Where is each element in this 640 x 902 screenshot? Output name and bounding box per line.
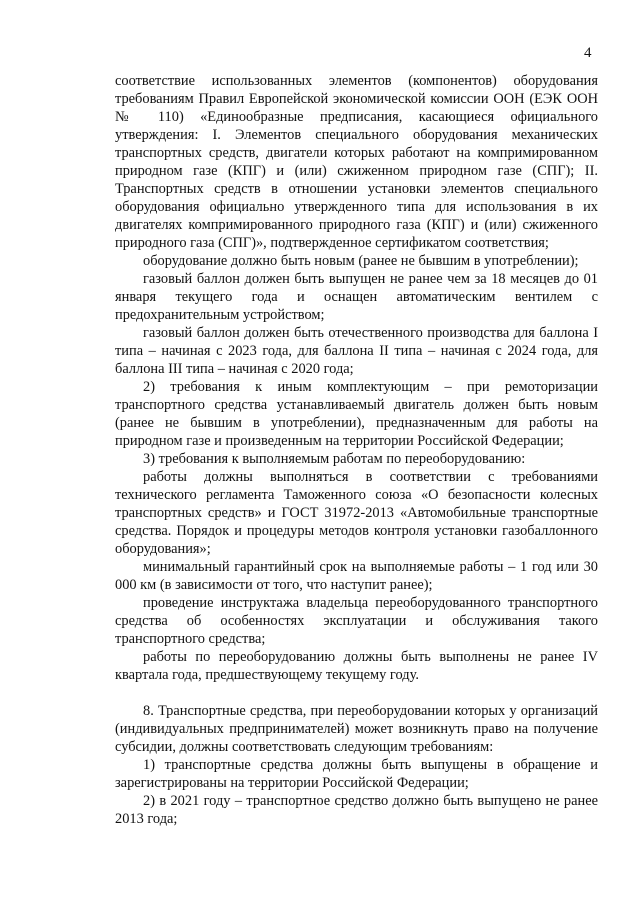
- paragraph-gas-cylinder-date: газовый баллон должен быть выпущен не ранее чем за 18 месяцев до 01 января текущего года и оснащен автоматическим вентилем с предохранительным устройством;: [115, 271, 598, 323]
- paragraph-work-regulations: работы должны выполняться в соответствии с требованиями технического регламента Таможенного союза «О безопасности колесных транспортных средств» и ГОСТ 31972-2013 «Автомобильные транспортные средства. Порядок и процедуры методов контроля установки газобаллонного оборудования»;: [115, 469, 598, 557]
- document-body: [115, 72, 598, 828]
- paragraph-vehicle-registration: 1) транспортные средства должны быть выпущены в обращение и зарегистрированы на территории Российской Федерации;: [115, 757, 598, 791]
- paragraph-warranty: минимальный гарантийный срок на выполняемые работы – 1 год или 30 000 км (в зависимости от того, что наступит ранее);: [115, 559, 598, 593]
- paragraph-gas-cylinder-domestic: газовый баллон должен быть отечественного производства для баллона I типа – начиная с 2023 года, для баллона II типа – начиная с 2024 года, для баллона III типа – начиная с 2020 года;: [115, 325, 598, 377]
- paragraph-equipment-compliance: соответствие использованных элементов (компонентов) оборудования требованиям Правил Европейской экономической комиссии ООН (ЕЭК ООН № 110) «Единообразные предписания, касающиеся официального утверждения: I. Элементов специального оборудования механических транспортных средств, двигатели которых работают на компримированном природном газе (КПГ) и (или) сжиженном природном газе (СПГ); II. Транспортных средств в отношении установки элементов специального оборудования официально утвержденного типа для использования в их двигателях компримированного природного газа (КПГ) и (или) сжиженного природного газа (СПГ)», подтвержденное сертификатом соответствия;: [115, 73, 598, 251]
- paragraph-vehicle-year-2021: 2) в 2021 году – транспортное средство должно быть выпущено не ранее 2013 года;: [115, 793, 598, 827]
- paragraph-work-timing: работы по переоборудованию должны быть выполнены не ранее IV квартала года, предшествующему текущему году.: [115, 649, 598, 683]
- paragraph-owner-instruction: проведение инструктажа владельца переоборудованного транспортного средства об особенностях эксплуатации и обслуживания такого транспортного средства;: [115, 595, 598, 647]
- paragraph-other-components: 2) требования к иным комплектующим – при ремоторизации транспортного средства устанавливаемый двигатель должен быть новым (ранее не бывшим в употреблении), предназначенным для работы на природном газе и произведенным на территории Российской Федерации;: [115, 379, 598, 449]
- paragraph-equipment-new: оборудование должно быть новым (ранее не бывшим в употреблении);: [143, 253, 579, 269]
- paragraph-work-requirements: 3) требования к выполняемым работам по переоборудованию:: [143, 451, 526, 467]
- page-number: 4: [584, 45, 592, 61]
- paragraph-section-8: 8. Транспортные средства, при переоборудовании которых у организаций (индивидуальных предпринимателей) может возникнуть право на получение субсидии, должны соответствовать следующим требованиям:: [115, 703, 598, 755]
